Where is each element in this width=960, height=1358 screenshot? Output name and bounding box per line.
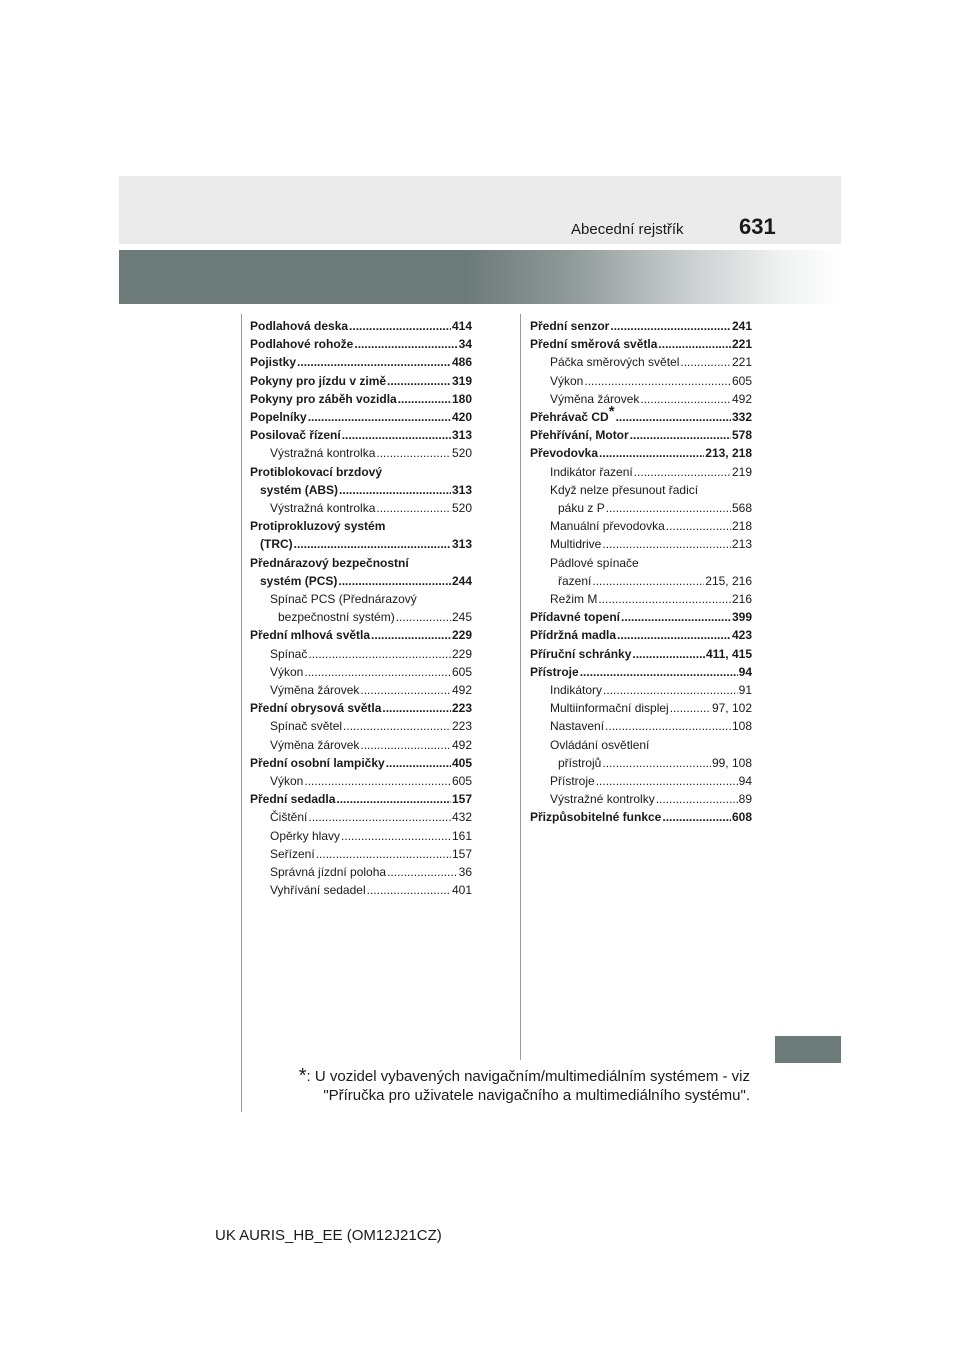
- leader-dots: [360, 736, 451, 754]
- left-divider: [241, 314, 242, 1112]
- index-entry-page: 313: [451, 537, 472, 552]
- leader-dots: [396, 608, 451, 626]
- index-entry: [530, 372, 752, 390]
- index-entry-label: Přídavné topení: [530, 610, 621, 625]
- index-entry-label: přístrojů: [558, 755, 602, 770]
- index-entry-label: systém (ABS): [260, 482, 339, 497]
- leader-dots: [662, 808, 731, 826]
- index-entry-page: 245: [451, 610, 472, 625]
- index-entry-label: Převodovka: [530, 446, 599, 461]
- index-entry: [530, 608, 752, 626]
- index-entry-page: 319: [451, 373, 472, 388]
- footnote-line-2: "Příručka pro uživatele navigačního a multimediálního systému".: [323, 1087, 750, 1104]
- index-entry-label: Správná jízdní poloha: [270, 865, 387, 880]
- index-entry-page: 401: [451, 883, 472, 898]
- leader-dots: [666, 517, 731, 535]
- index-entry-label: Výstražná kontrolka: [270, 446, 376, 461]
- leader-dots: [630, 426, 731, 444]
- index-entry-label: Výměna žárovek: [270, 737, 360, 752]
- index-entry: [530, 572, 752, 590]
- index-entry-page: 411, 415: [705, 646, 752, 661]
- index-entry-label: Přední sedadla: [250, 792, 336, 807]
- index-entry: [530, 808, 752, 826]
- footer-manual-code: UK AURIS_HB_EE (OM12J21CZ): [215, 1227, 442, 1244]
- index-entry: [250, 608, 472, 626]
- index-entry-label: Výstražná kontrolka: [270, 501, 376, 516]
- index-entry-page: 223: [451, 701, 472, 716]
- index-entry-label: Výkon: [270, 774, 304, 789]
- index-entry-label: Přední směrová světla: [530, 337, 658, 352]
- index-entry-page: 605: [731, 373, 752, 388]
- index-entry-label: Pojistky: [250, 355, 297, 370]
- index-entry-page: 229: [451, 628, 472, 643]
- leader-dots: [339, 481, 451, 499]
- index-entry: [530, 390, 752, 408]
- index-entry-label: Podlahová deska: [250, 319, 349, 333]
- index-entry: [250, 827, 472, 845]
- index-entry-label: Přehrávač CD: [530, 410, 609, 425]
- index-entry-page: 332: [731, 410, 752, 425]
- leader-dots: [371, 626, 451, 644]
- leader-dots: [304, 772, 451, 790]
- leader-dots: [376, 499, 451, 517]
- leader-dots: [336, 790, 451, 808]
- index-entry: [250, 335, 472, 353]
- leader-dots: [338, 572, 451, 590]
- index-entry: [250, 772, 472, 790]
- index-entry-label: Indikátory: [550, 683, 603, 698]
- index-entry: Přehrávač CD * ..... 332: [530, 408, 752, 426]
- index-entry-page: 432: [451, 810, 472, 825]
- index-entry-label: Výměna žárovek: [550, 391, 640, 406]
- index-entry: [530, 335, 752, 353]
- index-entry: [530, 772, 752, 790]
- footnote-star: *: [298, 1065, 307, 1087]
- index-entry-label: Manuální převodovka: [550, 519, 665, 534]
- index-entry-label: Páčka směrových světel: [550, 355, 680, 370]
- header-title: Abecední rejstřík: [571, 221, 684, 238]
- index-entry-page: 99, 108: [711, 755, 752, 770]
- leader-dots: [634, 463, 731, 481]
- leader-dots: [308, 808, 451, 826]
- column-divider: [520, 314, 521, 1060]
- index-entry: [530, 535, 752, 553]
- leader-dots: [598, 590, 731, 608]
- index-entry: [250, 444, 472, 462]
- index-entry: [250, 535, 472, 553]
- index-entry: [530, 663, 752, 681]
- index-entry-label: páku z P: [558, 501, 605, 516]
- index-column-right: [530, 317, 752, 827]
- index-entry: [250, 790, 472, 808]
- index-entry-label: Pokyny pro jízdu v zimě: [250, 373, 387, 388]
- index-entry: [250, 845, 472, 863]
- index-entry-label: Seřízení: [270, 846, 315, 861]
- index-entry-page: 94: [738, 664, 752, 679]
- index-entry: [250, 626, 472, 644]
- index-entry-label: Opěrky hlavy: [270, 828, 341, 843]
- index-entry-label: Přední mlhová světla: [250, 628, 371, 643]
- index-entry-label: Přední osobní lampičky: [250, 755, 385, 770]
- index-entry: [530, 699, 752, 717]
- leader-dots: [592, 572, 704, 590]
- index-entry-label: Výkon: [270, 664, 304, 679]
- index-entry-page: 97, 102: [711, 701, 752, 716]
- index-entry-label: Přední obrysová světla: [250, 701, 382, 716]
- index-entry: [530, 317, 752, 335]
- index-entry: [250, 481, 472, 499]
- index-entry: [250, 717, 472, 735]
- leader-dots: [294, 535, 451, 553]
- index-entry-label: Výměna žárovek: [270, 683, 360, 698]
- index-entry-label: Ovládání osvětlení: [550, 737, 650, 752]
- index-entry: [250, 863, 472, 881]
- leader-dots: [386, 754, 451, 772]
- leader-dots: [341, 827, 451, 845]
- index-entry: [250, 645, 472, 663]
- leader-dots: [297, 353, 451, 371]
- index-entry-page: 34: [458, 337, 472, 352]
- index-entry: [250, 372, 472, 390]
- index-entry-page: 94: [738, 774, 752, 789]
- leader-dots: [342, 426, 451, 444]
- index-entry-label: Protiblokovací brzdový: [250, 464, 383, 479]
- leader-dots: [617, 626, 731, 644]
- index-entry-page: 492: [731, 391, 752, 406]
- leader-dots: [602, 754, 711, 772]
- index-entry-page: 568: [731, 501, 752, 516]
- decorative-gradient-bar: [119, 250, 841, 304]
- index-entry: [530, 444, 752, 462]
- leader-dots: [398, 390, 451, 408]
- index-entry: [530, 554, 752, 572]
- index-entry-label: Multidrive: [550, 537, 602, 552]
- index-entry-label: Pokyny pro záběh vozidla: [250, 391, 397, 406]
- footnote: [282, 1066, 750, 1105]
- index-entry-page: 213, 218: [705, 446, 752, 461]
- index-entry: [530, 754, 752, 772]
- index-entry: [250, 663, 472, 681]
- index-entry: [250, 754, 472, 772]
- index-entry: [530, 499, 752, 517]
- index-entry-label: Čištění: [270, 810, 308, 825]
- index-entry: [530, 681, 752, 699]
- index-entry-page: 108: [731, 719, 752, 734]
- index-entry-page: 215, 216: [705, 573, 752, 588]
- index-entry: [250, 463, 472, 481]
- index-entry-label: Indikátor řazení: [550, 464, 633, 479]
- leader-dots: [680, 353, 731, 371]
- index-entry: [250, 554, 472, 572]
- index-entry-page: 157: [451, 792, 472, 807]
- index-entry-page: 492: [451, 683, 472, 698]
- index-column-left: [250, 317, 472, 900]
- index-entry-page: 608: [731, 810, 752, 825]
- leader-dots: [367, 881, 451, 899]
- index-entry-page: 219: [731, 464, 752, 479]
- index-entry: [250, 408, 472, 426]
- leader-dots: [599, 444, 704, 462]
- side-tab-marker: [775, 1036, 841, 1063]
- index-entry-label: Příruční schránky: [530, 646, 632, 661]
- footnote-line-1: *: U vozidel vybavených navigačním/multimediálním systémem - viz: [298, 1065, 750, 1087]
- index-entry-page: 89: [738, 792, 752, 807]
- index-entry-page: 605: [451, 774, 472, 789]
- index-entry-page: 161: [451, 828, 472, 843]
- index-entry-label: Protiprokluzový systém: [250, 519, 386, 534]
- index-entry-label: Přístroje: [550, 774, 595, 789]
- index-entry-page: 520: [451, 501, 472, 516]
- index-entry-label: Popelníky: [250, 410, 307, 425]
- index-entry-label: systém (PCS): [260, 573, 338, 588]
- index-entry: [250, 808, 472, 826]
- index-entry: [250, 590, 472, 608]
- index-entry-page: 605: [451, 664, 472, 679]
- index-entry-label: (TRC): [260, 537, 293, 552]
- leader-dots: [670, 699, 711, 717]
- leader-dots: [360, 681, 451, 699]
- leader-dots: [605, 717, 731, 735]
- index-entry-page: 213: [731, 537, 752, 552]
- index-entry-page: 218: [731, 519, 752, 534]
- index-entry: [530, 463, 752, 481]
- leader-dots: [603, 681, 738, 699]
- index-entry-page: 414: [451, 319, 472, 333]
- index-entry-page: 423: [731, 628, 752, 643]
- leader-dots: [580, 663, 738, 681]
- index-entry: [530, 717, 752, 735]
- index-entry-label: Přední senzor: [530, 319, 610, 333]
- index-entry: [530, 426, 752, 444]
- leader-dots: [616, 408, 731, 426]
- index-entry-label: Režim M: [550, 592, 598, 607]
- index-entry-label: Nastavení: [550, 719, 605, 734]
- index-entry: [530, 736, 752, 754]
- index-entry-label: Posilovač řízení: [250, 428, 341, 443]
- index-entry-page: 313: [451, 482, 472, 497]
- index-entry-page: 241: [731, 319, 752, 333]
- leader-dots: [387, 372, 451, 390]
- index-entry-label: bezpečnostní systém): [278, 610, 395, 625]
- leader-dots: [376, 444, 451, 462]
- index-entry: [530, 590, 752, 608]
- index-entry-label: Spínač světel: [270, 719, 343, 734]
- index-entry: [250, 426, 472, 444]
- index-entry-label: Přístroje: [530, 664, 579, 679]
- index-entry-label: Spínač: [270, 646, 308, 661]
- page-number: 631: [739, 214, 776, 239]
- index-entry-page: 420: [451, 410, 472, 425]
- leader-dots: [656, 790, 738, 808]
- index-entry: [250, 699, 472, 717]
- index-entry-page: 91: [738, 683, 752, 698]
- leader-dots: [596, 772, 738, 790]
- index-entry-page: 216: [731, 592, 752, 607]
- index-entry-label: Spínač PCS (Přednárazový: [270, 592, 417, 607]
- index-entry: [250, 681, 472, 699]
- index-entry: [250, 317, 472, 335]
- index-entry: [250, 390, 472, 408]
- leader-dots: [658, 335, 731, 353]
- index-entry: [530, 517, 752, 535]
- index-entry: [250, 499, 472, 517]
- header-band: [119, 176, 841, 244]
- index-entry-page: 492: [451, 737, 472, 752]
- index-entry-label: Přehřívání, Motor: [530, 428, 629, 443]
- index-entry-label: Podlahové rohože: [250, 337, 354, 352]
- index-entry-page: 520: [451, 446, 472, 461]
- index-entry: [250, 353, 472, 371]
- index-entry-label: Přizpůsobitelné funkce: [530, 810, 662, 825]
- index-entry-page: 36: [458, 865, 472, 880]
- index-entry-label: Přídržná madla: [530, 628, 617, 643]
- index-entry-page: 578: [731, 428, 752, 443]
- index-entry-label: Multiinformační displej: [550, 701, 669, 716]
- index-entry: [250, 881, 472, 899]
- leader-dots: [387, 863, 458, 881]
- index-entry-label: Výkon: [550, 373, 584, 388]
- index-entry-page: 405: [451, 755, 472, 770]
- index-entry-page: 221: [731, 355, 752, 370]
- leader-dots: [316, 845, 451, 863]
- index-entry-label: Výstražné kontrolky: [550, 792, 655, 807]
- index-entry-page: 486: [451, 355, 472, 370]
- index-entry-page: 157: [451, 846, 472, 861]
- index-entry: [530, 353, 752, 371]
- leader-dots: [354, 335, 457, 353]
- index-entry-page: 229: [451, 646, 472, 661]
- leader-dots: [632, 645, 705, 663]
- index-entry: [530, 626, 752, 644]
- index-entry-page: 180: [451, 391, 472, 406]
- index-entry-label: řazení: [558, 573, 592, 588]
- index-entry-page: 244: [451, 573, 472, 588]
- index-entry-label: Když nelze přesunout řadicí: [550, 482, 699, 497]
- leader-dots: [621, 608, 731, 626]
- leader-dots: [584, 372, 731, 390]
- index-entry: [530, 790, 752, 808]
- leader-dots: [382, 699, 451, 717]
- index-entry-label: Pádlové spínače: [550, 555, 639, 570]
- index-entry: [250, 736, 472, 754]
- index-entry-label: Vyhřívání sedadel: [270, 883, 366, 898]
- leader-dots: [602, 535, 731, 553]
- leader-dots: [640, 390, 731, 408]
- leader-dots: [304, 663, 451, 681]
- leader-dots: [349, 317, 451, 335]
- index-entry-page: 221: [731, 337, 752, 352]
- index-entry-label: Přednárazový bezpečnostní: [250, 555, 409, 570]
- leader-dots: [610, 317, 731, 335]
- leader-dots: [343, 717, 451, 735]
- index-entry-page: 223: [451, 719, 472, 734]
- index-entry: [250, 517, 472, 535]
- leader-dots: [308, 645, 451, 663]
- leader-dots: [308, 408, 451, 426]
- index-entry: [530, 645, 752, 663]
- index-entry-page: 399: [731, 610, 752, 625]
- index-entry: [250, 572, 472, 590]
- leader-dots: [606, 499, 731, 517]
- index-entry-page: 313: [451, 428, 472, 443]
- index-entry: [530, 481, 752, 499]
